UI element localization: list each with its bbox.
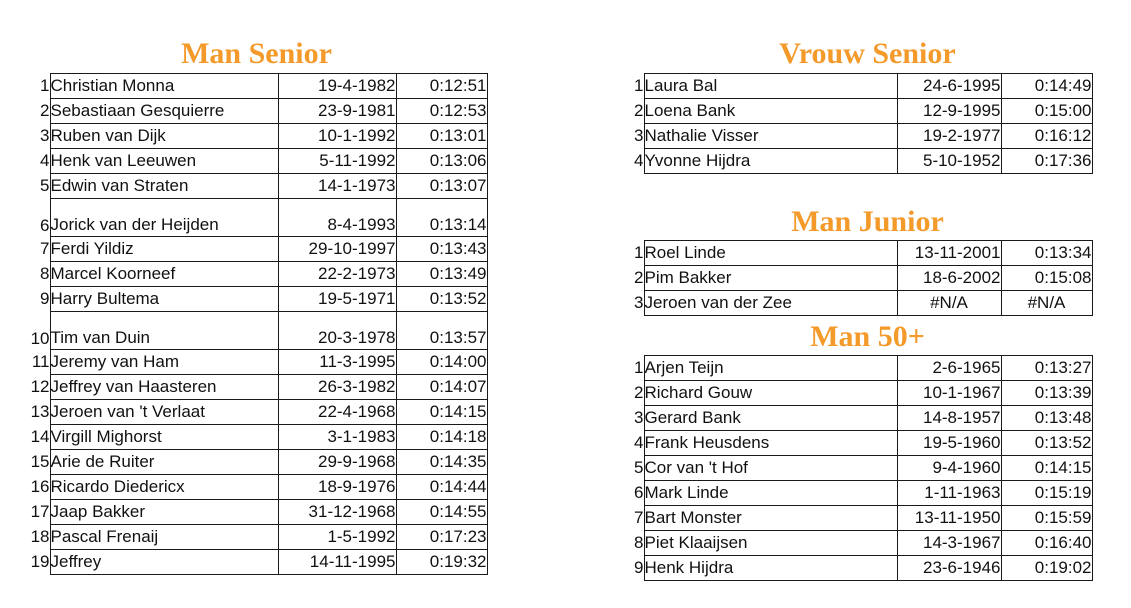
rank-cell: 3 (634, 293, 644, 312)
date-cell: 10-1-1992 (278, 124, 396, 149)
name-cell: Pascal Frenaij (50, 525, 278, 550)
rank-cell: 19 (30, 552, 50, 571)
rank-cell: 4 (634, 151, 644, 170)
name-cell: Jaap Bakker (50, 500, 278, 525)
date-cell: 1-11-1963 (897, 481, 1001, 506)
rank-cell: 17 (30, 502, 50, 521)
time-cell: 0:13:39 (1001, 381, 1092, 406)
date-cell: 22-2-1973 (278, 262, 396, 287)
name-cell: Arie de Ruiter (50, 450, 278, 475)
name-cell: Laura Bal (644, 74, 897, 99)
table-row (620, 266, 1092, 291)
rank-cell: 4 (634, 433, 644, 452)
name-cell: Arjen Teijn (644, 356, 897, 381)
date-cell: 19-2-1977 (897, 124, 1001, 149)
rank-cell: 1 (634, 243, 644, 262)
time-cell: 0:14:49 (1001, 74, 1092, 99)
date-cell: 23-6-1946 (897, 556, 1001, 581)
rank-cell: 9 (40, 289, 50, 308)
man-50-title: Man 50+ (810, 320, 925, 353)
date-cell: 20-3-1978 (278, 312, 396, 350)
table-row (620, 149, 1092, 174)
table-row (620, 291, 1092, 316)
table-row (24, 550, 487, 575)
time-cell: 0:16:40 (1001, 531, 1092, 556)
date-cell: 26-3-1982 (278, 375, 396, 400)
time-cell: 0:13:01 (396, 124, 487, 149)
date-cell: 24-6-1995 (897, 74, 1001, 99)
table-row (620, 456, 1092, 481)
rank-cell: 11 (31, 352, 50, 371)
time-cell: 0:19:02 (1001, 556, 1092, 581)
rank-cell: 7 (634, 508, 644, 527)
rank-cell: 8 (40, 264, 50, 283)
table-row (620, 406, 1092, 431)
date-cell: 11-3-1995 (278, 350, 396, 375)
rank-cell: 6 (634, 483, 644, 502)
name-cell: Tim van Duin (50, 312, 278, 350)
man-senior-table (24, 73, 488, 575)
name-cell: Bart Monster (644, 506, 897, 531)
table-row (24, 400, 487, 425)
name-cell: Sebastiaan Gesquierre (50, 99, 278, 124)
date-cell: 19-5-1960 (897, 431, 1001, 456)
rank-cell: 14 (30, 427, 50, 446)
table-row (620, 531, 1092, 556)
time-cell: 0:17:23 (396, 525, 487, 550)
table-row (620, 481, 1092, 506)
date-cell: 14-11-1995 (278, 550, 396, 575)
time-cell: 0:13:43 (396, 237, 487, 262)
rank-cell: 1 (634, 358, 644, 377)
name-cell: Richard Gouw (644, 381, 897, 406)
table-row (24, 375, 487, 400)
time-cell: 0:14:35 (396, 450, 487, 475)
table-row (620, 99, 1092, 124)
table-row (620, 381, 1092, 406)
name-cell: Virgill Mighorst (50, 425, 278, 450)
name-cell: Jeroen van der Zee (644, 291, 897, 316)
rank-cell: 13 (30, 402, 50, 421)
rank-cell: 3 (634, 126, 644, 145)
name-cell: Cor van 't Hof (644, 456, 897, 481)
table-row (24, 450, 487, 475)
time-cell: 0:13:14 (396, 199, 487, 237)
table-row (24, 99, 487, 124)
rank-cell: 15 (30, 452, 50, 471)
time-cell: 0:13:57 (396, 312, 487, 350)
rank-cell: 3 (634, 408, 644, 427)
man-junior-title: Man Junior (791, 205, 944, 238)
time-cell: 0:13:52 (396, 287, 487, 312)
table-row (24, 174, 487, 199)
time-cell: 0:16:12 (1001, 124, 1092, 149)
rank-cell: 9 (634, 558, 644, 577)
name-cell: Marcel Koorneef (50, 262, 278, 287)
time-cell: 0:12:53 (396, 99, 487, 124)
table-row (24, 124, 487, 149)
date-cell: 3-1-1983 (278, 425, 396, 450)
name-cell: Jeroen van 't Verlaat (50, 400, 278, 425)
name-cell: Christian Monna (50, 74, 278, 99)
name-cell: Ricardo Diedericx (50, 475, 278, 500)
rank-cell: 12 (30, 377, 50, 396)
vrouw-senior-table (620, 73, 1093, 174)
rank-cell: 1 (40, 76, 50, 95)
table-row (24, 312, 487, 350)
rank-cell: 2 (634, 383, 644, 402)
table-row (24, 525, 487, 550)
rank-cell: 3 (40, 126, 50, 145)
date-cell: 18-6-2002 (897, 266, 1001, 291)
date-cell: 5-10-1952 (897, 149, 1001, 174)
rank-cell: 10 (30, 328, 50, 348)
time-cell: 0:14:00 (396, 350, 487, 375)
rank-cell: 16 (30, 477, 50, 496)
time-cell: 0:13:06 (396, 149, 487, 174)
table-row (24, 500, 487, 525)
time-cell: 0:15:59 (1001, 506, 1092, 531)
name-cell: Gerard Bank (644, 406, 897, 431)
table-row (620, 356, 1092, 381)
time-cell: 0:14:44 (396, 475, 487, 500)
time-cell: 0:13:49 (396, 262, 487, 287)
time-cell: 0:15:08 (1001, 266, 1092, 291)
date-cell: 8-4-1993 (278, 199, 396, 237)
rank-cell: 2 (634, 268, 644, 287)
time-cell: 0:14:15 (1001, 456, 1092, 481)
date-cell: 23-9-1981 (278, 99, 396, 124)
date-cell: 10-1-1967 (897, 381, 1001, 406)
date-cell: 5-11-1992 (278, 149, 396, 174)
time-cell: 0:14:18 (396, 425, 487, 450)
table-row (24, 74, 487, 99)
man-50-table (620, 355, 1093, 581)
name-cell: Jeremy van Ham (50, 350, 278, 375)
time-cell: 0:13:27 (1001, 356, 1092, 381)
name-cell: Edwin van Straten (50, 174, 278, 199)
time-cell: 0:13:34 (1001, 241, 1092, 266)
time-cell: 0:14:55 (396, 500, 487, 525)
date-cell: 14-8-1957 (897, 406, 1001, 431)
time-cell: 0:12:51 (396, 74, 487, 99)
table-row (620, 556, 1092, 581)
date-cell: 13-11-2001 (897, 241, 1001, 266)
table-row (24, 199, 487, 237)
table-row (24, 350, 487, 375)
rank-cell: 5 (634, 458, 644, 477)
rank-cell: 5 (40, 176, 50, 195)
date-cell: 19-5-1971 (278, 287, 396, 312)
rank-cell: 1 (634, 76, 644, 95)
time-cell: 0:19:32 (396, 550, 487, 575)
date-cell: 29-9-1968 (278, 450, 396, 475)
name-cell: Jeffrey (50, 550, 278, 575)
table-row (620, 241, 1092, 266)
time-cell: 0:15:19 (1001, 481, 1092, 506)
table-row (24, 475, 487, 500)
vrouw-senior-title: Vrouw Senior (779, 37, 956, 70)
time-cell: 0:14:07 (396, 375, 487, 400)
name-cell: Nathalie Visser (644, 124, 897, 149)
rank-cell: 4 (40, 151, 50, 170)
table-row (620, 124, 1092, 149)
table-row (24, 262, 487, 287)
name-cell: Frank Heusdens (644, 431, 897, 456)
name-cell: Mark Linde (644, 481, 897, 506)
date-cell: #N/A (897, 291, 1001, 316)
table-row (620, 506, 1092, 531)
date-cell: 31-12-1968 (278, 500, 396, 525)
name-cell: Ruben van Dijk (50, 124, 278, 149)
rank-cell: 2 (634, 101, 644, 120)
name-cell: Roel Linde (644, 241, 897, 266)
rank-cell: 6 (40, 215, 50, 235)
date-cell: 9-4-1960 (897, 456, 1001, 481)
rank-cell: 2 (40, 101, 50, 120)
time-cell: 0:13:52 (1001, 431, 1092, 456)
time-cell: #N/A (1001, 291, 1092, 316)
name-cell: Henk Hijdra (644, 556, 897, 581)
name-cell: Harry Bultema (50, 287, 278, 312)
man-senior-title: Man Senior (181, 37, 332, 70)
time-cell: 0:17:36 (1001, 149, 1092, 174)
date-cell: 18-9-1976 (278, 475, 396, 500)
date-cell: 29-10-1997 (278, 237, 396, 262)
name-cell: Piet Klaaijsen (644, 531, 897, 556)
date-cell: 14-1-1973 (278, 174, 396, 199)
table-row (24, 425, 487, 450)
name-cell: Henk van Leeuwen (50, 149, 278, 174)
table-row (620, 431, 1092, 456)
name-cell: Pim Bakker (644, 266, 897, 291)
table-row (24, 149, 487, 174)
rank-cell: 7 (40, 239, 50, 258)
table-row (24, 237, 487, 262)
time-cell: 0:13:07 (396, 174, 487, 199)
date-cell: 12-9-1995 (897, 99, 1001, 124)
name-cell: Jorick van der Heijden (50, 199, 278, 237)
date-cell: 1-5-1992 (278, 525, 396, 550)
time-cell: 0:13:48 (1001, 406, 1092, 431)
date-cell: 14-3-1967 (897, 531, 1001, 556)
date-cell: 19-4-1982 (278, 74, 396, 99)
name-cell: Loena Bank (644, 99, 897, 124)
date-cell: 2-6-1965 (897, 356, 1001, 381)
date-cell: 13-11-1950 (897, 506, 1001, 531)
table-row (620, 74, 1092, 99)
table-row (24, 287, 487, 312)
time-cell: 0:15:00 (1001, 99, 1092, 124)
time-cell: 0:14:15 (396, 400, 487, 425)
rank-cell: 18 (30, 527, 50, 546)
name-cell: Ferdi Yildiz (50, 237, 278, 262)
name-cell: Yvonne Hijdra (644, 149, 897, 174)
man-junior-table (620, 240, 1093, 316)
date-cell: 22-4-1968 (278, 400, 396, 425)
name-cell: Jeffrey van Haasteren (50, 375, 278, 400)
rank-cell: 8 (634, 533, 644, 552)
